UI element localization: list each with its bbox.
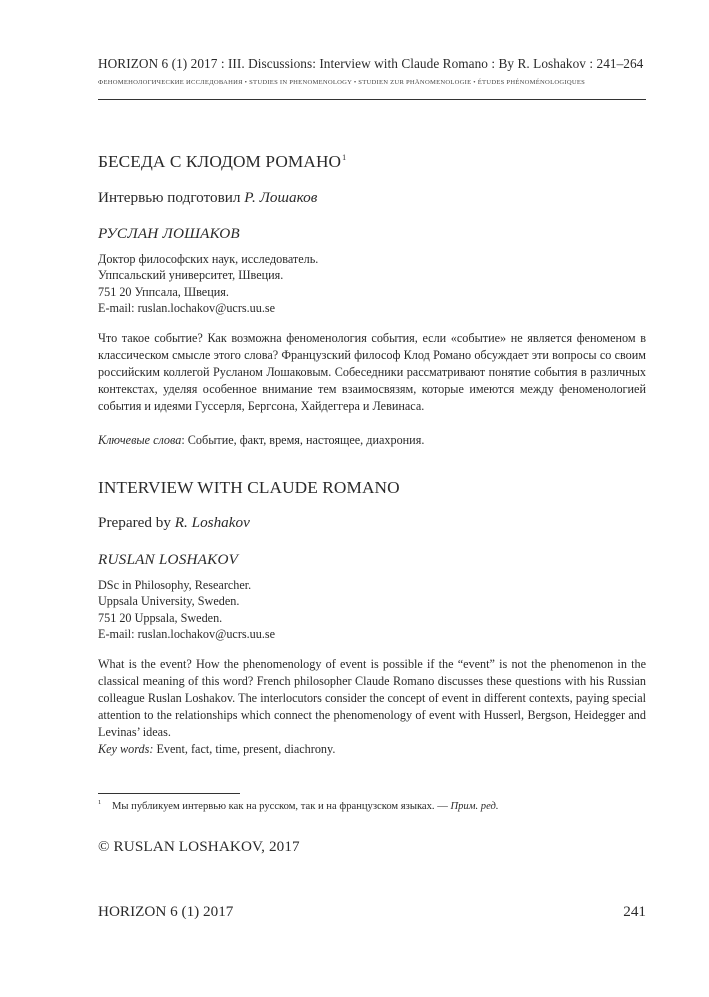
running-head: HORIZON 6 (1) 2017 : III. Discussions: Interview with Claude Romano : By R. Loshakov : 241–264 [98,56,644,71]
ru-prepared-prefix: Интервью подготовил [98,189,245,206]
ru-affiliation-university: Уппсальский университет, Швеция. [98,268,284,283]
ru-affiliation-degree: Доктор философских наук, исследователь. [98,252,319,266]
en-keywords-text: Event, fact, time, present, diachrony. [153,742,336,756]
en-affiliation-address: 751 20 Uppsala, Sweden. [98,610,223,625]
ru-title [98,152,346,172]
en-author: RUSLAN LOSHAKOV [98,551,239,568]
ru-keywords-text: : Событие, факт, время, настоящее, диахрония. [181,433,425,447]
en-affiliation [98,577,646,642]
ru-affiliation [98,251,646,316]
en-affiliation-email[interactable]: E-mail: ruslan.lochakov@ucrs.uu.se [98,626,276,641]
copyright: © RUSLAN LOSHAKOV, 2017 [98,838,300,855]
footnote-mark: 1 [98,799,102,806]
footnote-text: Мы публикуем интервью как на русском, так и на французском языках. — [112,801,451,812]
en-keywords [98,742,646,757]
ru-prepared-name: Р. Лошаков [244,189,318,206]
ru-title-text: БЕСЕДА С КЛОДОМ РОМАНО [98,152,342,171]
ru-keywords-label: Ключевые слова [98,433,182,447]
page-number: 241 [623,903,646,920]
series-line: ФЕНОМЕНОЛОГИЧЕСКИЕ ИССЛЕДОВАНИЯ • STUDIES IN PHENOMENOLOGY • STUDIEN ZUR PHÄNOMENOLOGIE • ÉTUDES PHÉNOMÉNOLOGIQUES [98,79,586,86]
footnote-marker[interactable]: 1 [342,153,347,162]
en-affiliation-university: Uppsala University, Sweden. [98,594,240,609]
en-keywords-label: Key words: [98,742,154,756]
en-title: INTERVIEW WITH CLAUDE ROMANO [98,478,400,497]
footnote [98,799,646,812]
ru-keywords [98,433,646,448]
en-prepared-prefix: Prepared by [98,514,175,531]
ru-affiliation-email[interactable]: E-mail: ruslan.lochakov@ucrs.uu.se [98,300,276,315]
footnote-rule [98,793,240,794]
header-rule [98,99,646,100]
ru-prepared-by [98,189,317,207]
ru-abstract: Что такое событие? Как возможна феноменология события, если «событие» не является феноменом в классическом смысле этого слова? Французский философ Клод Романо обсуждает эти вопросы со своим российским коллегой Русланом Лошаковым. Собеседники рассматривают понятие события в различных контекстах, уделяя особенное внимание тем взаимосвязям, которые имеются между феноменологией события и идеями Гуссерля, Бергсона, Хайдеггера и Левинаса. [98,331,646,413]
en-prepared-name: R. Loshakov [174,514,250,531]
en-abstract: What is the event? How the phenomenology of event is possible if the “event” is not the phenomenon in the classical meaning of this word? French philosopher Claude Romano discusses these questions with his Russian colleague Ruslan Loshakov. The interlocutors consider the concept of event in different contexts, paying special attention to the relationships which connect the phenomenology of event with Husserl, Bergson, Heidegger and Levinas’ ideas. [98,657,646,739]
en-affiliation-degree: DSc in Philosophy, Researcher. [98,578,252,592]
ru-author: РУСЛАН ЛОШАКОВ [98,225,240,242]
en-prepared-by [98,514,250,532]
footer-journal: HORIZON 6 (1) 2017 [98,903,234,920]
ru-affiliation-address: 751 20 Уппсала, Швеция. [98,284,229,299]
footnote-editor-note: Прим. ред. [450,801,499,812]
